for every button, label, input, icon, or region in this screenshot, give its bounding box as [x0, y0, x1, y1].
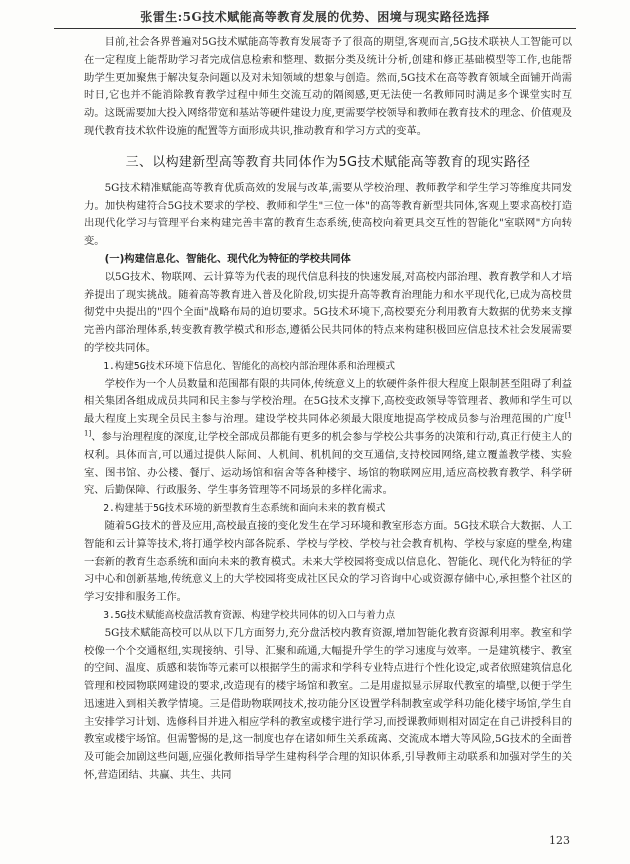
- header-rule: [54, 28, 576, 29]
- paragraph-community-intro: 5G技术精准赋能高等教育优质高效的发展与改革,需要从学校治理、教师教学和学生学习等维度共同发力。加快构建符合5G技术要求的学校、教师和学生"三位一体"的高等教育新型共同体,客观上要求高校打造出现代化学习与管理平台来构建完善丰富的教育生态系统,使高校向着更具交互性的智能化"室联网"方向转变。: [84, 181, 572, 248]
- paragraph-governance-part1: 学校作为一个人员数量和范围都有限的共同体,传统意义上的软硬件条件很大程度上限制甚至阻碍了利益相关集团各组成成员共同和民主参与学校治理。在5G技术支撑下,高校变政领导等管理者、教师和学生可以最大程度上实现全员民主参与治理。建设学校共同体必须最大限度地提高学校成员参与治理范围的广度: [84, 377, 572, 426]
- subheading-resources: 3.5G技术赋能高校盘活教育资源、构建学校共同体的切入口与着力点: [103, 609, 395, 621]
- subheading-governance: 1.构建5G技术环境下信息化、智能化的高校内部治理体系和治理模式: [103, 360, 395, 372]
- running-header: 张雷生:5G技术赋能高等教育发展的优势、困境与现实路径选择: [140, 10, 490, 24]
- subheading-ecosystem: 2.构建基于5G技术环境的新型教育生态系统和面向未来的教育模式: [103, 503, 386, 515]
- section-title: 三、以构建新型高等教育共同体作为5G技术赋能高等教育的现实路径: [125, 154, 531, 170]
- paragraph-current-expectations: 目前,社会各界普遍对5G技术赋能高等教育发展寄予了很高的期望,客观而言,5G技术联袂人工智能可以在一定程度上能帮助学习者完成信息检索和整理、数据分类及统计分析,创建和修正基础模型等工作,也能帮助学生更加聚焦于解决复杂问题以及对未知领域的想象与创造。然而,5G技术在高等教育领域全面铺开尚需时日,它也并不能消除教育教学过程中师生交流互动的隔阂感,更无法使一名教师同时满足多个课堂实时互动。这既需要加大投入网络带宽和基站等硬件建设力度,更需要学校领导和教师在教育技术的理念、价值观及现代教育技术软件设施的配置等方面形成共识,推动教育和学习方式的变革。: [84, 36, 572, 137]
- paragraph-ecosystem: 随着5G技术的普及应用,高校最直接的变化发生在学习环境和教室形态方面。5G技术联合大数据、人工智能和云计算等技术,将打通学校内部各院系、学校与学校、学校与社会教育机构、学校与家庭的壁垒,构建一套新的教育生态系统和面向未来的教育模式。未来大学校园将变成以信息化、智能化、现代化为特征的学习中心和创新基地,传统意义上的大学校园将变成社区民众的学习咨询中心或资源存储中心,承担整个社区的学习安排和服务工作。: [84, 519, 572, 604]
- subsection-heading: (一)构建信息化、智能化、现代化为特征的学校共同体: [104, 252, 351, 265]
- paragraph-resources: 5G技术赋能高校可以从以下几方面努力,充分盘活校内教育资源,增加智能化教育资源利用率。教室和学校像一个个交通枢纽,实现接纳、引导、汇聚和疏通,大幅提升学生的学习速度与效率。一是建筑楼宇、教室的空间、温度、质感和装饰等元素可以根据学生的需求和学科专业特点进行个性化设定,或者依照建筑信息化管理和校园物联网建设的要求,改造现有的楼宇场馆和教室。二是用虚拟显示屏取代教室的墙壁,以便于学生迅速进入到相关教学情境。三是借助物联网技术,按功能分区设置学科制教室或学科功能化楼宇场馆,学生自主安排学习计划、选修科目并进入相应学科的教室或楼宇进行学习,而授课教师则相对固定在自己讲授科目的教室或楼宇场馆。但需警惕的是,这一制度也存在诸如师生关系疏离、交流成本增大等风险,5G技术的全面普及可能会加剧这些问题,应强化教师指导学生建构科学合理的知识体系,引导教师主动联系和加强对学生的关怀,营造团结、共赢、共生、共同: [84, 626, 572, 782]
- page-number: 123: [549, 834, 570, 847]
- article-body: [84, 34, 572, 785]
- footnote-reference[interactable]: [11]: [84, 411, 572, 438]
- paragraph-governance-part2: 、参与治理程度的深度,让学校全部成员都能有更多的机会参与学校公共事务的决策和行动,真正行使主人的权利。具体而言,可以通过提供人际间、人机间、机机间的交互通信,支持校园网络,建立覆盖教学楼、实验室、图书馆、办公楼、餐厅、运动场馆和宿舍等各种楼宇、场馆的物联网应用,适应高校教育教学、科学研究、后勤保障、行政服务、学生事务管理等不同场景的多样化需求。: [84, 430, 572, 497]
- paragraph-governance: [84, 376, 572, 501]
- paragraph-tech-challenge: 以5G技术、物联网、云计算等为代表的现代信息科技的快速发展,对高校内部治理、教育教学和人才培养提出了现实挑战。随着高等教育进入普及化阶段,切实提升高等教育治理能力和水平现代化,已成为高校贯彻党中央提出的"四个全面"战略布局的迫切要求。5G技术环境下,高校要充分利用教育大数据的优势来支撑完善内部治理体系,转变教育教学模式和形态,遵循公民共同体的特点来构建积极回应信息技术社会发展需要的学校共同体。: [84, 270, 572, 354]
